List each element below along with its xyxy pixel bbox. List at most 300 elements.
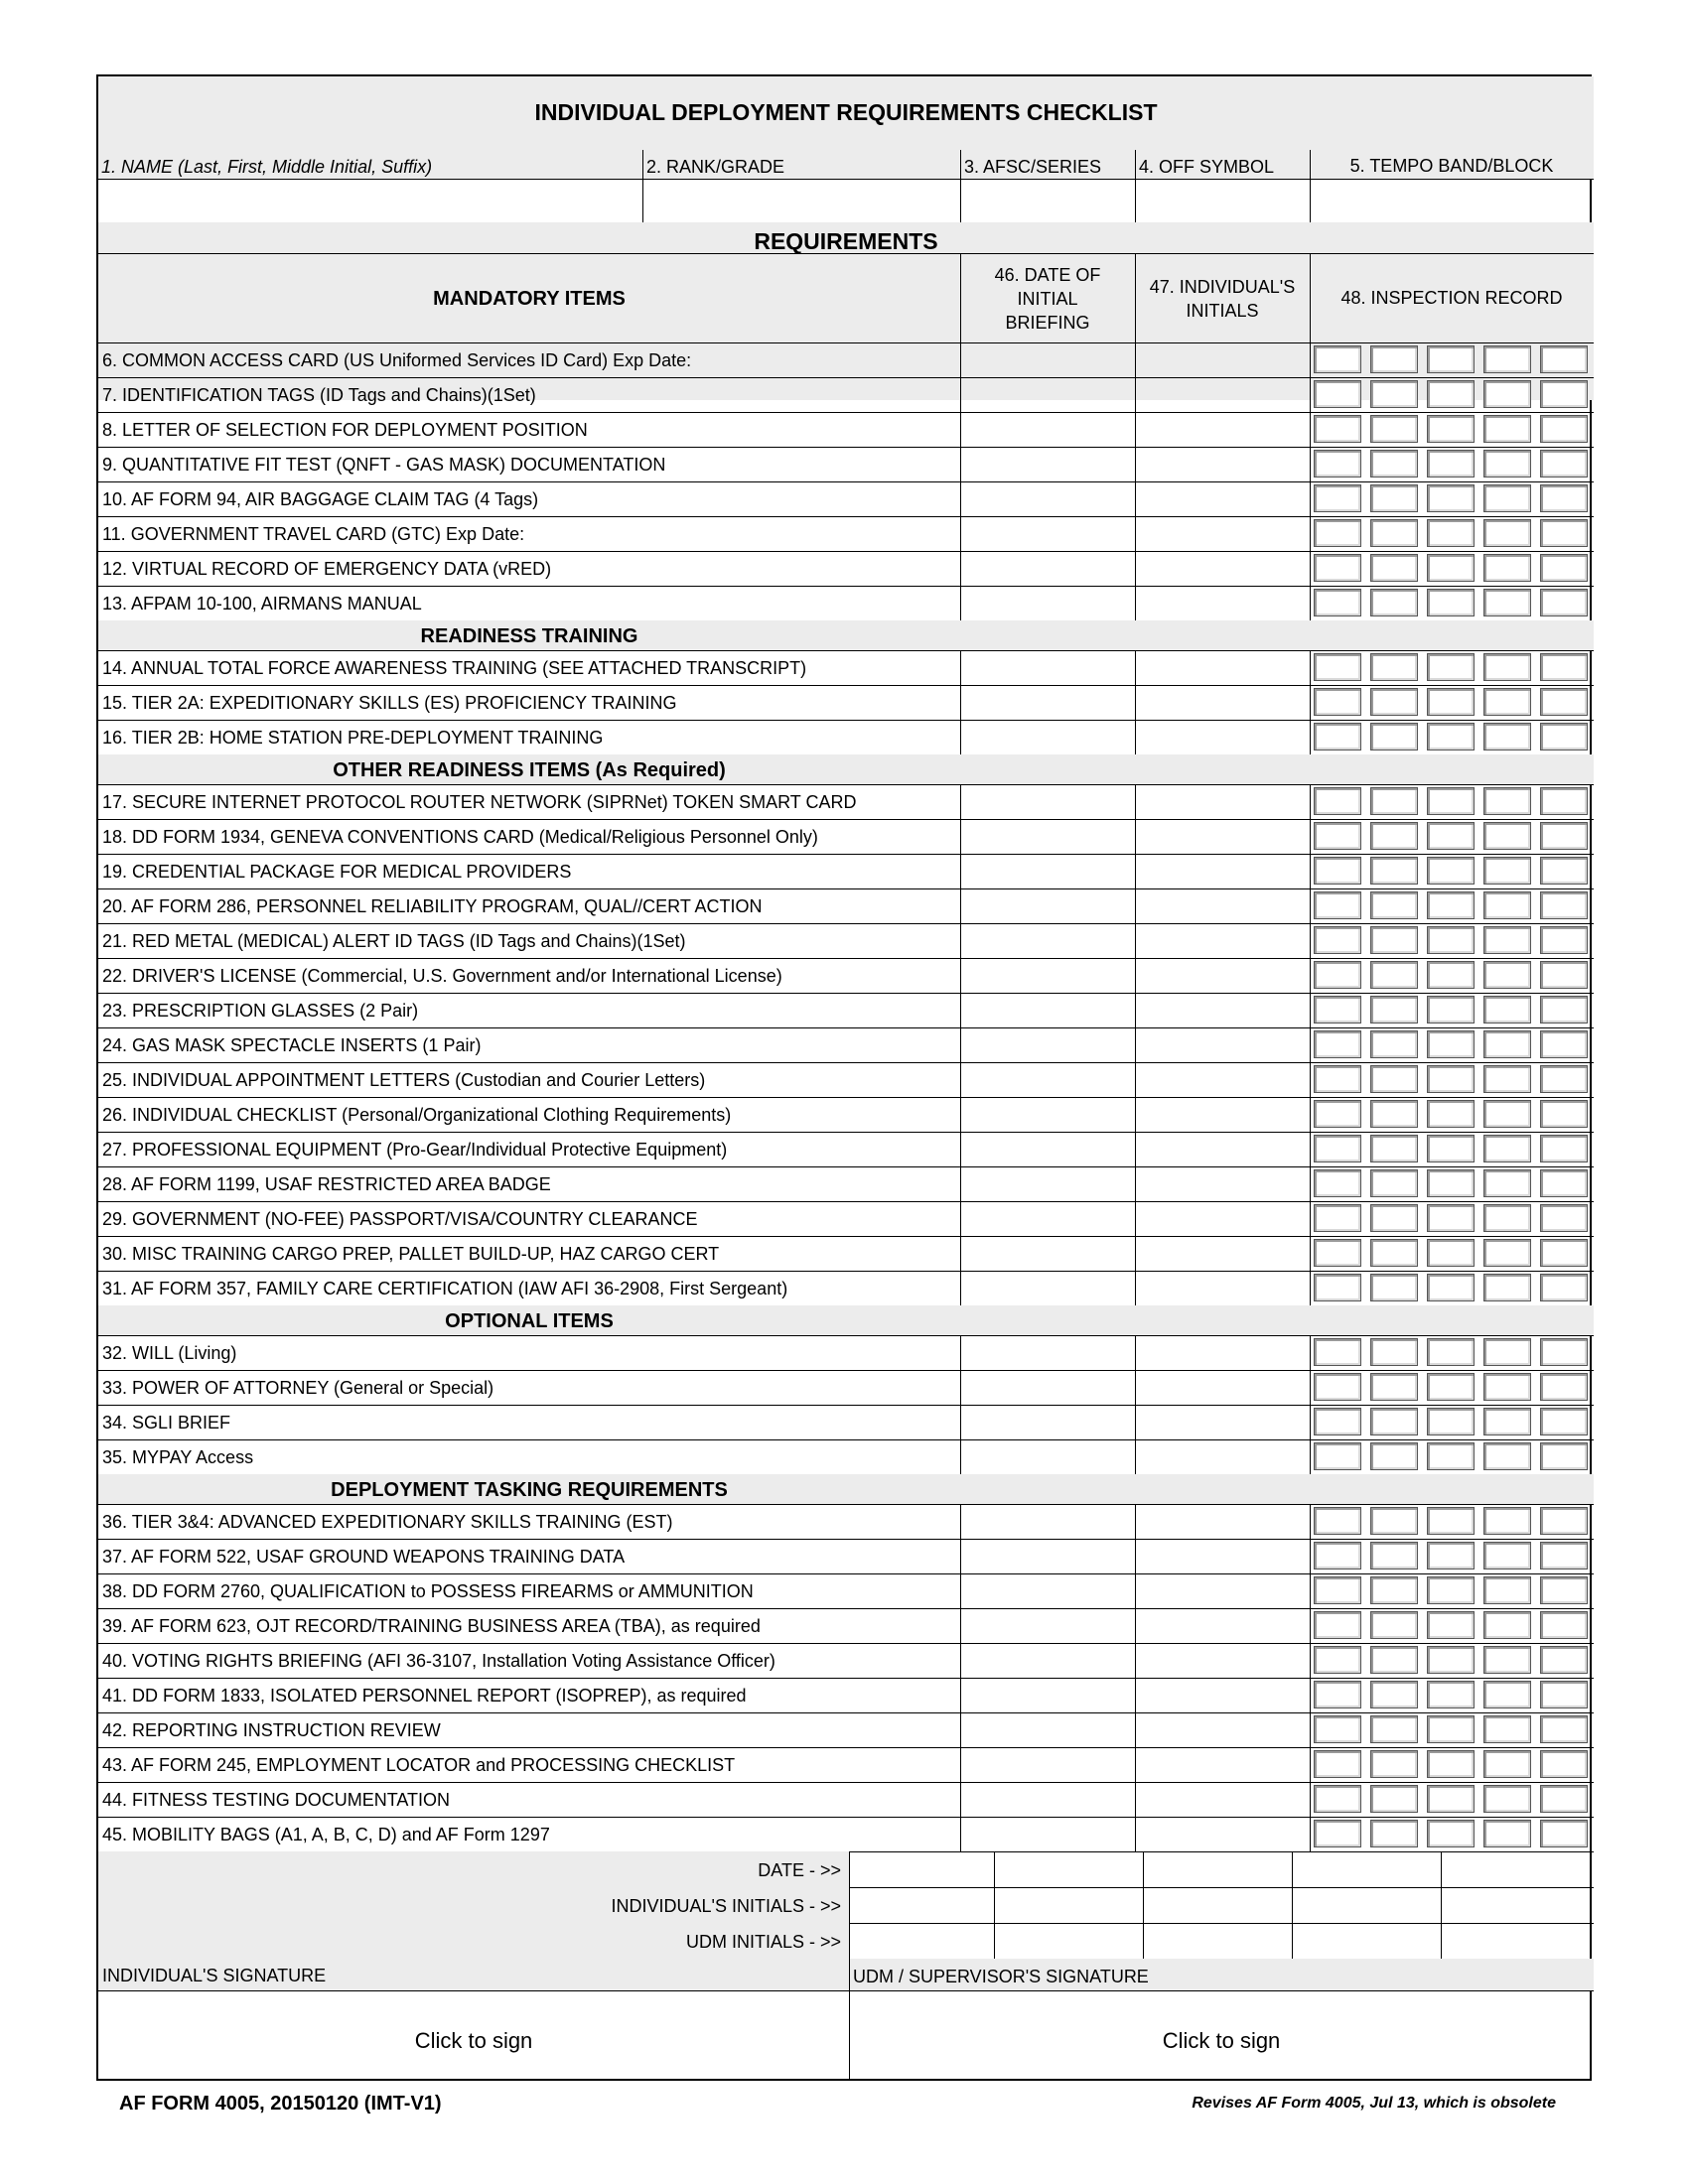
inspection-checkbox[interactable] — [1370, 787, 1418, 815]
briefing-date-field[interactable] — [961, 482, 1134, 515]
inspection-checkbox[interactable] — [1427, 926, 1475, 954]
inspection-checkbox[interactable] — [1540, 1373, 1588, 1401]
inspection-checkbox[interactable] — [1427, 1785, 1475, 1813]
inspection-entry-field[interactable] — [850, 1888, 993, 1922]
inspection-checkbox[interactable] — [1483, 450, 1531, 478]
briefing-date-field[interactable] — [961, 924, 1134, 957]
briefing-date-field[interactable] — [961, 1574, 1134, 1607]
inspection-checkbox[interactable] — [1370, 1681, 1418, 1708]
individual-initials-field[interactable] — [1136, 855, 1309, 887]
inspection-checkbox[interactable] — [1540, 1576, 1588, 1604]
inspection-checkbox[interactable] — [1540, 688, 1588, 716]
briefing-date-field[interactable] — [961, 1202, 1134, 1235]
briefing-date-field[interactable] — [961, 686, 1134, 719]
inspection-checkbox[interactable] — [1483, 1239, 1531, 1267]
supervisor-sign-button[interactable]: Click to sign — [1162, 2028, 1281, 2053]
inspection-checkbox[interactable] — [1540, 723, 1588, 751]
inspection-checkbox[interactable] — [1427, 484, 1475, 512]
inspection-checkbox[interactable] — [1314, 1646, 1361, 1674]
inspection-checkbox[interactable] — [1314, 1274, 1361, 1301]
briefing-date-field[interactable] — [961, 587, 1134, 619]
briefing-date-field[interactable] — [961, 552, 1134, 585]
inspection-checkbox[interactable] — [1314, 1576, 1361, 1604]
inspection-checkbox[interactable] — [1540, 1681, 1588, 1708]
inspection-checkbox[interactable] — [1314, 961, 1361, 989]
briefing-date-field[interactable] — [961, 1440, 1134, 1473]
inspection-checkbox[interactable] — [1370, 1408, 1418, 1435]
individual-initials-field[interactable] — [1136, 1713, 1309, 1746]
inspection-checkbox[interactable] — [1314, 1542, 1361, 1570]
inspection-checkbox[interactable] — [1427, 1204, 1475, 1232]
inspection-checkbox[interactable] — [1427, 1542, 1475, 1570]
inspection-entry-field[interactable] — [995, 1924, 1142, 1958]
inspection-checkbox[interactable] — [1370, 1611, 1418, 1639]
briefing-date-field[interactable] — [961, 343, 1134, 376]
inspection-checkbox[interactable] — [1540, 1169, 1588, 1197]
inspection-checkbox[interactable] — [1370, 1750, 1418, 1778]
inspection-checkbox[interactable] — [1427, 519, 1475, 547]
inspection-checkbox[interactable] — [1427, 688, 1475, 716]
inspection-checkbox[interactable] — [1540, 857, 1588, 885]
inspection-checkbox[interactable] — [1483, 484, 1531, 512]
inspection-checkbox[interactable] — [1314, 484, 1361, 512]
inspection-checkbox[interactable] — [1483, 787, 1531, 815]
inspection-checkbox[interactable] — [1540, 345, 1588, 373]
inspection-checkbox[interactable] — [1427, 723, 1475, 751]
inspection-checkbox[interactable] — [1540, 1646, 1588, 1674]
inspection-checkbox[interactable] — [1370, 1646, 1418, 1674]
briefing-date-field[interactable] — [961, 785, 1134, 818]
individual-initials-field[interactable] — [1136, 1574, 1309, 1607]
inspection-checkbox[interactable] — [1540, 1442, 1588, 1470]
inspection-checkbox[interactable] — [1540, 589, 1588, 616]
inspection-checkbox[interactable] — [1370, 1338, 1418, 1366]
individual-initials-field[interactable] — [1136, 1336, 1309, 1369]
inspection-checkbox[interactable] — [1314, 1338, 1361, 1366]
inspection-checkbox[interactable] — [1370, 1576, 1418, 1604]
inspection-checkbox[interactable] — [1370, 1274, 1418, 1301]
briefing-date-field[interactable] — [961, 1609, 1134, 1642]
individual-initials-field[interactable] — [1136, 889, 1309, 922]
briefing-date-field[interactable] — [961, 1505, 1134, 1538]
inspection-checkbox[interactable] — [1483, 1338, 1531, 1366]
inspection-checkbox[interactable] — [1427, 1373, 1475, 1401]
inspection-entry-field[interactable] — [1442, 1852, 1593, 1886]
inspection-checkbox[interactable] — [1483, 415, 1531, 443]
inspection-checkbox[interactable] — [1314, 1442, 1361, 1470]
briefing-date-field[interactable] — [961, 1167, 1134, 1200]
individual-sign-button[interactable]: Click to sign — [414, 2028, 533, 2053]
inspection-checkbox[interactable] — [1370, 723, 1418, 751]
inspection-checkbox[interactable] — [1370, 1135, 1418, 1162]
individual-initials-field[interactable] — [1136, 1202, 1309, 1235]
inspection-checkbox[interactable] — [1540, 787, 1588, 815]
inspection-checkbox[interactable] — [1314, 822, 1361, 850]
individual-initials-field[interactable] — [1136, 1063, 1309, 1096]
inspection-checkbox[interactable] — [1483, 961, 1531, 989]
individual-initials-field[interactable] — [1136, 1237, 1309, 1270]
inspection-checkbox[interactable] — [1540, 961, 1588, 989]
inspection-entry-field[interactable] — [1293, 1888, 1440, 1922]
inspection-checkbox[interactable] — [1427, 1274, 1475, 1301]
inspection-checkbox[interactable] — [1540, 415, 1588, 443]
inspection-checkbox[interactable] — [1540, 1785, 1588, 1813]
inspection-checkbox[interactable] — [1540, 1204, 1588, 1232]
inspection-checkbox[interactable] — [1540, 1239, 1588, 1267]
inspection-checkbox[interactable] — [1370, 415, 1418, 443]
inspection-checkbox[interactable] — [1370, 926, 1418, 954]
briefing-date-field[interactable] — [961, 651, 1134, 684]
inspection-checkbox[interactable] — [1314, 1507, 1361, 1535]
inspection-checkbox[interactable] — [1370, 1820, 1418, 1847]
inspection-checkbox[interactable] — [1427, 1239, 1475, 1267]
briefing-date-field[interactable] — [961, 1063, 1134, 1096]
inspection-checkbox[interactable] — [1314, 1100, 1361, 1128]
inspection-checkbox[interactable] — [1314, 1820, 1361, 1847]
individual-initials-field[interactable] — [1136, 686, 1309, 719]
individual-initials-field[interactable] — [1136, 1679, 1309, 1711]
inspection-checkbox[interactable] — [1540, 380, 1588, 408]
inspection-checkbox[interactable] — [1314, 1611, 1361, 1639]
briefing-date-field[interactable] — [961, 1272, 1134, 1304]
inspection-checkbox[interactable] — [1314, 1681, 1361, 1708]
inspection-checkbox[interactable] — [1314, 1169, 1361, 1197]
inspection-checkbox[interactable] — [1370, 1373, 1418, 1401]
individual-initials-field[interactable] — [1136, 959, 1309, 992]
inspection-checkbox[interactable] — [1314, 996, 1361, 1024]
individual-initials-field[interactable] — [1136, 1644, 1309, 1677]
individual-initials-field[interactable] — [1136, 1540, 1309, 1572]
inspection-checkbox[interactable] — [1370, 1100, 1418, 1128]
inspection-checkbox[interactable] — [1370, 519, 1418, 547]
inspection-checkbox[interactable] — [1314, 519, 1361, 547]
inspection-checkbox[interactable] — [1483, 1681, 1531, 1708]
inspection-entry-field[interactable] — [1144, 1924, 1291, 1958]
inspection-checkbox[interactable] — [1370, 589, 1418, 616]
briefing-date-field[interactable] — [961, 378, 1134, 411]
inspection-checkbox[interactable] — [1427, 1100, 1475, 1128]
inspection-checkbox[interactable] — [1314, 1715, 1361, 1743]
inspection-checkbox[interactable] — [1427, 1611, 1475, 1639]
inspection-checkbox[interactable] — [1370, 891, 1418, 919]
inspection-checkbox[interactable] — [1540, 926, 1588, 954]
inspection-entry-field[interactable] — [850, 1924, 993, 1958]
inspection-entry-field[interactable] — [1442, 1888, 1593, 1922]
inspection-checkbox[interactable] — [1427, 1576, 1475, 1604]
briefing-date-field[interactable] — [961, 448, 1134, 480]
individual-initials-field[interactable] — [1136, 448, 1309, 480]
briefing-date-field[interactable] — [961, 721, 1134, 753]
individual-initials-field[interactable] — [1136, 1440, 1309, 1473]
inspection-checkbox[interactable] — [1427, 1065, 1475, 1093]
inspection-checkbox[interactable] — [1427, 1820, 1475, 1847]
inspection-checkbox[interactable] — [1370, 450, 1418, 478]
individual-initials-field[interactable] — [1136, 1783, 1309, 1816]
inspection-checkbox[interactable] — [1427, 1442, 1475, 1470]
individual-initials-field[interactable] — [1136, 1748, 1309, 1781]
inspection-checkbox[interactable] — [1314, 688, 1361, 716]
inspection-checkbox[interactable] — [1314, 345, 1361, 373]
briefing-date-field[interactable] — [961, 1336, 1134, 1369]
inspection-checkbox[interactable] — [1483, 653, 1531, 681]
inspection-checkbox[interactable] — [1314, 450, 1361, 478]
inspection-checkbox[interactable] — [1314, 926, 1361, 954]
inspection-checkbox[interactable] — [1427, 1030, 1475, 1058]
inspection-checkbox[interactable] — [1483, 1408, 1531, 1435]
inspection-checkbox[interactable] — [1427, 1715, 1475, 1743]
briefing-date-field[interactable] — [961, 1406, 1134, 1438]
inspection-checkbox[interactable] — [1540, 653, 1588, 681]
inspection-checkbox[interactable] — [1427, 996, 1475, 1024]
inspection-checkbox[interactable] — [1540, 1065, 1588, 1093]
individual-initials-field[interactable] — [1136, 1098, 1309, 1131]
inspection-checkbox[interactable] — [1483, 996, 1531, 1024]
inspection-checkbox[interactable] — [1483, 1100, 1531, 1128]
inspection-checkbox[interactable] — [1427, 822, 1475, 850]
inspection-checkbox[interactable] — [1483, 380, 1531, 408]
inspection-checkbox[interactable] — [1314, 1135, 1361, 1162]
inspection-checkbox[interactable] — [1483, 1135, 1531, 1162]
inspection-checkbox[interactable] — [1427, 554, 1475, 582]
inspection-checkbox[interactable] — [1314, 1408, 1361, 1435]
inspection-checkbox[interactable] — [1427, 380, 1475, 408]
individual-initials-field[interactable] — [1136, 1505, 1309, 1538]
inspection-checkbox[interactable] — [1370, 1065, 1418, 1093]
briefing-date-field[interactable] — [961, 1098, 1134, 1131]
inspection-checkbox[interactable] — [1370, 1204, 1418, 1232]
inspection-checkbox[interactable] — [1370, 653, 1418, 681]
inspection-checkbox[interactable] — [1314, 1750, 1361, 1778]
inspection-checkbox[interactable] — [1540, 1100, 1588, 1128]
individual-initials-field[interactable] — [1136, 785, 1309, 818]
inspection-checkbox[interactable] — [1370, 857, 1418, 885]
inspection-checkbox[interactable] — [1370, 345, 1418, 373]
inspection-checkbox[interactable] — [1427, 1750, 1475, 1778]
individual-initials-field[interactable] — [1136, 413, 1309, 446]
inspection-checkbox[interactable] — [1483, 1715, 1531, 1743]
inspection-entry-field[interactable] — [1293, 1924, 1440, 1958]
inspection-entry-field[interactable] — [1144, 1852, 1291, 1886]
briefing-date-field[interactable] — [961, 1028, 1134, 1061]
inspection-checkbox[interactable] — [1483, 554, 1531, 582]
briefing-date-field[interactable] — [961, 1371, 1134, 1404]
inspection-checkbox[interactable] — [1483, 1820, 1531, 1847]
inspection-checkbox[interactable] — [1370, 484, 1418, 512]
inspection-checkbox[interactable] — [1370, 1507, 1418, 1535]
inspection-checkbox[interactable] — [1314, 1239, 1361, 1267]
inspection-entry-field[interactable] — [995, 1852, 1142, 1886]
inspection-checkbox[interactable] — [1483, 822, 1531, 850]
briefing-date-field[interactable] — [961, 1237, 1134, 1270]
inspection-checkbox[interactable] — [1540, 450, 1588, 478]
individual-initials-field[interactable] — [1136, 820, 1309, 853]
inspection-entry-field[interactable] — [850, 1852, 993, 1886]
individual-initials-field[interactable] — [1136, 1272, 1309, 1304]
inspection-checkbox[interactable] — [1427, 1646, 1475, 1674]
inspection-checkbox[interactable] — [1314, 1030, 1361, 1058]
name-field[interactable] — [99, 180, 641, 221]
inspection-checkbox[interactable] — [1427, 1681, 1475, 1708]
briefing-date-field[interactable] — [961, 1540, 1134, 1572]
briefing-date-field[interactable] — [961, 1133, 1134, 1165]
inspection-checkbox[interactable] — [1540, 891, 1588, 919]
inspection-checkbox[interactable] — [1314, 554, 1361, 582]
inspection-checkbox[interactable] — [1314, 1204, 1361, 1232]
briefing-date-field[interactable] — [961, 1713, 1134, 1746]
inspection-checkbox[interactable] — [1427, 653, 1475, 681]
inspection-checkbox[interactable] — [1483, 345, 1531, 373]
inspection-checkbox[interactable] — [1483, 1373, 1531, 1401]
office-field[interactable] — [1136, 180, 1309, 221]
inspection-checkbox[interactable] — [1314, 1065, 1361, 1093]
briefing-date-field[interactable] — [961, 889, 1134, 922]
inspection-checkbox[interactable] — [1427, 1408, 1475, 1435]
briefing-date-field[interactable] — [961, 1644, 1134, 1677]
briefing-date-field[interactable] — [961, 855, 1134, 887]
briefing-date-field[interactable] — [961, 820, 1134, 853]
inspection-checkbox[interactable] — [1540, 1820, 1588, 1847]
inspection-checkbox[interactable] — [1540, 1507, 1588, 1535]
briefing-date-field[interactable] — [961, 413, 1134, 446]
briefing-date-field[interactable] — [961, 994, 1134, 1026]
inspection-entry-field[interactable] — [1144, 1888, 1291, 1922]
individual-initials-field[interactable] — [1136, 1609, 1309, 1642]
inspection-checkbox[interactable] — [1540, 1750, 1588, 1778]
inspection-checkbox[interactable] — [1427, 961, 1475, 989]
inspection-checkbox[interactable] — [1483, 1611, 1531, 1639]
inspection-entry-field[interactable] — [1442, 1924, 1593, 1958]
inspection-checkbox[interactable] — [1483, 1169, 1531, 1197]
inspection-checkbox[interactable] — [1483, 1576, 1531, 1604]
inspection-checkbox[interactable] — [1370, 1239, 1418, 1267]
inspection-checkbox[interactable] — [1540, 519, 1588, 547]
inspection-checkbox[interactable] — [1314, 380, 1361, 408]
rank-field[interactable] — [643, 180, 959, 221]
inspection-checkbox[interactable] — [1427, 891, 1475, 919]
inspection-checkbox[interactable] — [1370, 380, 1418, 408]
individual-initials-field[interactable] — [1136, 651, 1309, 684]
inspection-checkbox[interactable] — [1483, 891, 1531, 919]
individual-initials-field[interactable] — [1136, 1818, 1309, 1850]
inspection-checkbox[interactable] — [1370, 1030, 1418, 1058]
individual-initials-field[interactable] — [1136, 721, 1309, 753]
afsc-field[interactable] — [961, 180, 1134, 221]
inspection-checkbox[interactable] — [1427, 1135, 1475, 1162]
inspection-checkbox[interactable] — [1314, 857, 1361, 885]
inspection-checkbox[interactable] — [1483, 857, 1531, 885]
individual-initials-field[interactable] — [1136, 482, 1309, 515]
briefing-date-field[interactable] — [961, 1818, 1134, 1850]
inspection-checkbox[interactable] — [1483, 1542, 1531, 1570]
inspection-checkbox[interactable] — [1314, 1785, 1361, 1813]
inspection-checkbox[interactable] — [1540, 1542, 1588, 1570]
inspection-checkbox[interactable] — [1370, 554, 1418, 582]
inspection-checkbox[interactable] — [1314, 723, 1361, 751]
inspection-checkbox[interactable] — [1314, 589, 1361, 616]
individual-initials-field[interactable] — [1136, 1133, 1309, 1165]
inspection-checkbox[interactable] — [1427, 1338, 1475, 1366]
tempo-field[interactable] — [1311, 180, 1593, 221]
inspection-checkbox[interactable] — [1483, 688, 1531, 716]
inspection-checkbox[interactable] — [1370, 1442, 1418, 1470]
individual-initials-field[interactable] — [1136, 378, 1309, 411]
inspection-checkbox[interactable] — [1540, 1611, 1588, 1639]
inspection-checkbox[interactable] — [1483, 1507, 1531, 1535]
inspection-checkbox[interactable] — [1314, 653, 1361, 681]
inspection-checkbox[interactable] — [1314, 415, 1361, 443]
inspection-checkbox[interactable] — [1427, 450, 1475, 478]
inspection-checkbox[interactable] — [1483, 1030, 1531, 1058]
inspection-checkbox[interactable] — [1427, 787, 1475, 815]
inspection-checkbox[interactable] — [1370, 1785, 1418, 1813]
inspection-checkbox[interactable] — [1540, 1715, 1588, 1743]
inspection-checkbox[interactable] — [1370, 996, 1418, 1024]
inspection-checkbox[interactable] — [1483, 589, 1531, 616]
briefing-date-field[interactable] — [961, 1679, 1134, 1711]
inspection-checkbox[interactable] — [1314, 787, 1361, 815]
inspection-checkbox[interactable] — [1483, 1065, 1531, 1093]
briefing-date-field[interactable] — [961, 1748, 1134, 1781]
inspection-checkbox[interactable] — [1370, 1169, 1418, 1197]
inspection-checkbox[interactable] — [1370, 1715, 1418, 1743]
briefing-date-field[interactable] — [961, 959, 1134, 992]
individual-initials-field[interactable] — [1136, 517, 1309, 550]
individual-initials-field[interactable] — [1136, 587, 1309, 619]
inspection-checkbox[interactable] — [1370, 822, 1418, 850]
inspection-entry-field[interactable] — [995, 1888, 1142, 1922]
individual-initials-field[interactable] — [1136, 1406, 1309, 1438]
individual-initials-field[interactable] — [1136, 994, 1309, 1026]
inspection-checkbox[interactable] — [1483, 926, 1531, 954]
individual-initials-field[interactable] — [1136, 343, 1309, 376]
individual-initials-field[interactable] — [1136, 1371, 1309, 1404]
inspection-checkbox[interactable] — [1370, 1542, 1418, 1570]
inspection-checkbox[interactable] — [1370, 961, 1418, 989]
inspection-checkbox[interactable] — [1370, 688, 1418, 716]
inspection-checkbox[interactable] — [1314, 891, 1361, 919]
individual-initials-field[interactable] — [1136, 552, 1309, 585]
individual-initials-field[interactable] — [1136, 1167, 1309, 1200]
inspection-checkbox[interactable] — [1540, 554, 1588, 582]
inspection-checkbox[interactable] — [1427, 1507, 1475, 1535]
inspection-checkbox[interactable] — [1483, 1750, 1531, 1778]
inspection-checkbox[interactable] — [1427, 857, 1475, 885]
inspection-checkbox[interactable] — [1540, 1135, 1588, 1162]
inspection-checkbox[interactable] — [1314, 1373, 1361, 1401]
briefing-date-field[interactable] — [961, 1783, 1134, 1816]
inspection-checkbox[interactable] — [1540, 1030, 1588, 1058]
inspection-entry-field[interactable] — [1293, 1852, 1440, 1886]
inspection-checkbox[interactable] — [1540, 1338, 1588, 1366]
inspection-checkbox[interactable] — [1483, 1646, 1531, 1674]
inspection-checkbox[interactable] — [1540, 1408, 1588, 1435]
inspection-checkbox[interactable] — [1483, 519, 1531, 547]
individual-initials-field[interactable] — [1136, 924, 1309, 957]
individual-initials-field[interactable] — [1136, 1028, 1309, 1061]
inspection-checkbox[interactable] — [1483, 1785, 1531, 1813]
inspection-checkbox[interactable] — [1540, 996, 1588, 1024]
inspection-checkbox[interactable] — [1540, 1274, 1588, 1301]
inspection-checkbox[interactable] — [1483, 723, 1531, 751]
briefing-date-field[interactable] — [961, 517, 1134, 550]
inspection-checkbox[interactable] — [1427, 415, 1475, 443]
inspection-checkbox[interactable] — [1540, 822, 1588, 850]
inspection-checkbox[interactable] — [1540, 484, 1588, 512]
inspection-checkbox[interactable] — [1483, 1204, 1531, 1232]
inspection-checkbox[interactable] — [1427, 589, 1475, 616]
inspection-checkbox[interactable] — [1427, 1169, 1475, 1197]
inspection-checkbox[interactable] — [1483, 1442, 1531, 1470]
